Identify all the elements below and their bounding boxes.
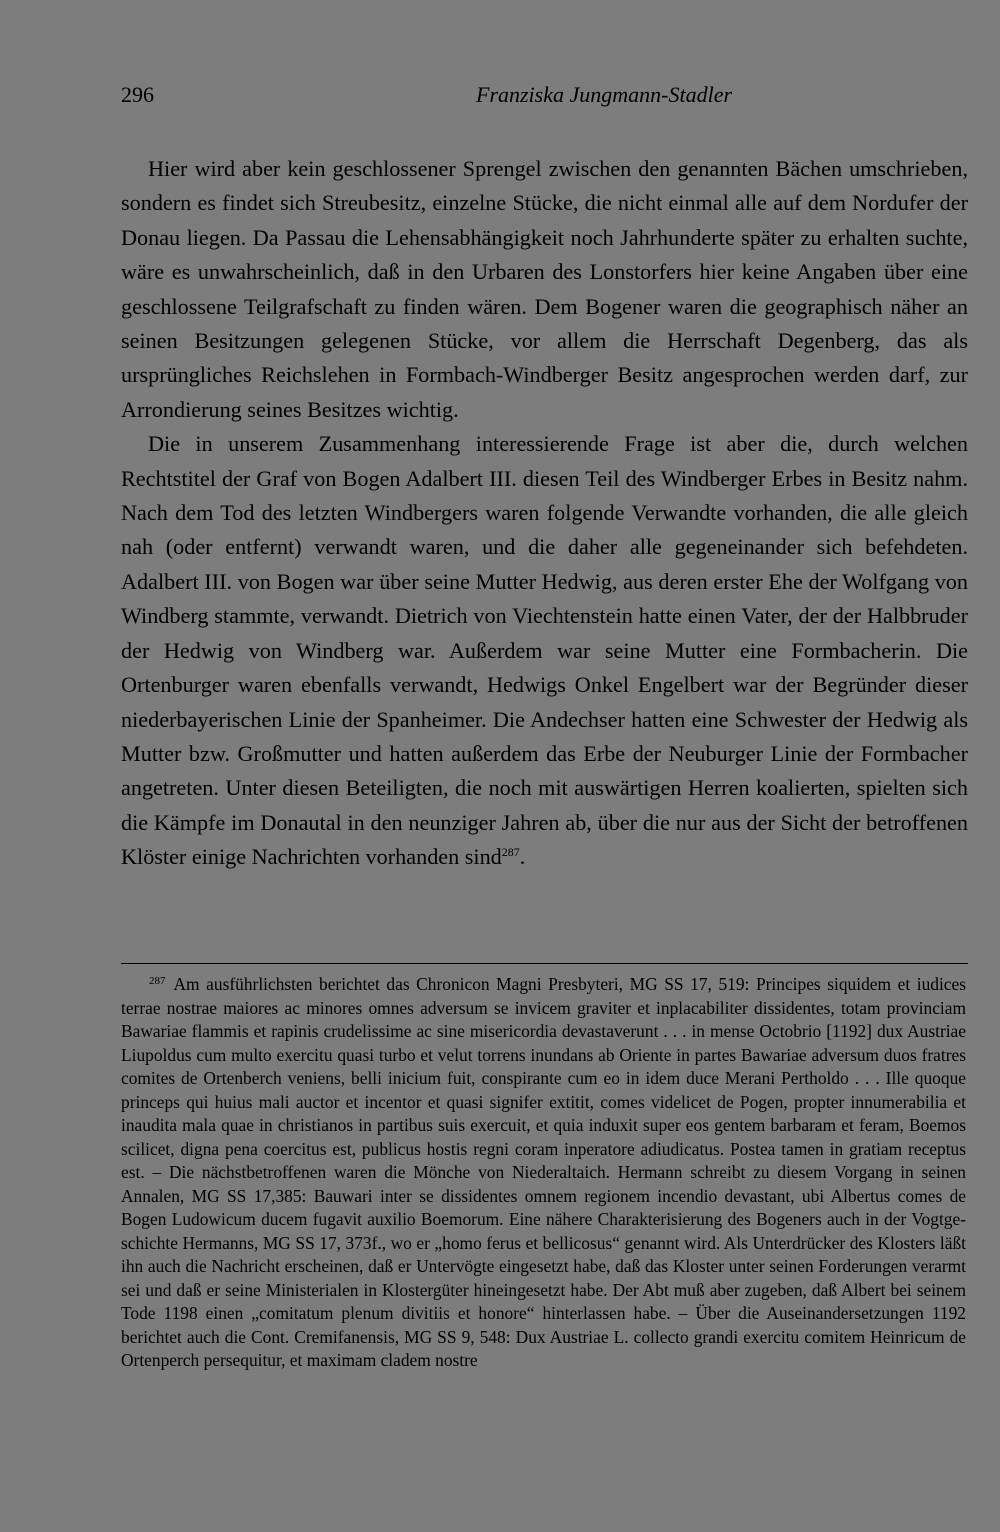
footnote-paragraph <box>121 973 966 1373</box>
footnote-divider <box>121 963 968 964</box>
body-text <box>121 152 968 875</box>
paragraph-2-text: Die in unserem Zusammenhang interessierende Frage ist aber die, durch welchen Rechtstitel der Graf von Bogen Adalbert III. diesen Teil des Windberger Erbes in Besitz nahm. Nach dem Tod des letzten Windbergers waren folgende Verwandte vorhanden, die alle gleich nah (oder entfernt) verwandt waren, und die daher alle gegeneinander sich befehdeten. Adalbert III. von Bogen war über seine Mutter Hedwig, aus deren erster Ehe der Wolfgang von Windberg stammte, verwandt. Dietrich von Viechtenstein hatte einen Vater, der der Halbbruder der Hedwig von Windberg war. Außerdem war seine Mutter eine Formbacherin. Die Ortenburger waren ebenfalls verwandt, Hedwigs Onkel Engelbert war der Begründer dieser niederbayerischen Linie der Spanheimer. Die Andechser hatten eine Schwester der Hedwig als Mutter bzw. Großmutter und hatten außerdem das Erbe der Neuburger Linie der Formbacher angetreten. Unter diesen Beteiligten, die noch mit auswärtigen Herren koalierten, spielten sich die Kämpfe im Donautal in den neunziger Jahren ab, über die nur aus der Sicht der betroffenen Klöster einige Nachrichten vorhanden sind <box>121 431 968 870</box>
footnote <box>121 973 966 1373</box>
page-number: 296 <box>121 82 154 107</box>
running-title: Franziska Jungmann-Stadler <box>476 82 733 107</box>
paragraph-1: Hier wird aber kein geschlossener Sprengel zwischen den genannten Bächen umschrieben, sondern es findet sich Streubesitz, einzelne Stücke, die nicht einmal alle auf dem Nordufer der Donau liegen. Da Passau die Lehensabhängigkeit noch Jahrhunderte später zu erhalten suchte, wäre es unwahrscheinlich, daß in den Urbaren des Lonstorfers hier keine Angaben über eine geschlossene Teilgrafschaft zu finden wären. Dem Bogener waren die geographisch näher an seinen Besitzungen gelegenen Stücke, vor allem die Herrschaft Degenberg, das als ursprüngliches Reichslehen in Formbach-Windberger Besitz angesprochen werden darf, zur Arrondierung seines Besitzes wichtig. <box>121 156 968 422</box>
footnote-text: Am ausführlichsten berichtet das Chronicon Magni Presbyteri, MG SS 17, 519: Principes siquidem et iudices terrae nostrae maiores ac minores omnes adversum se invicem graviter et inplacabiliter dissidentes, totam provinciam Bawariae flammis et rapinis crudelissime ac sine misericordia devastaverunt . . . in mense Octobrio [1192] dux Austriae Liupoldus cum multo exercitu quasi turbo et velut torrens inundans ab Oriente in partes Bawariae adversum duos fratres comites de Ortenberch veniens, belli inicium fuit, conspirante cum eo in idem duce Merani Pertholdo . . . Ille quoque princeps qui huius mali auctor et incentor et quasi signifer extitit, comes videlicet de Pogen, propter innumerabilia et inaudita mala quae in christianos in partibus suis exercuit, et quia induxit super eos gentem barbaram et feram, Boemos scilicet, digna pena coercitus est, publicus hostis regni coram inperatore adiudicatus. Postea tamen in gratiam receptus est. – Die nächstbetroffenen waren die Mönche von Niederaltaich. Hermann schreibt zu diesem Vorgang in seinen Annalen, MG SS 17,385: Bauwari inter se dissidentes omnem regionem incendio devastant, ubi Albertus comes de Bogen Ludowicum ducem fugavit auxilio Boemorum. Eine nähere Charakterisierung des Bogeners auch in der Vogtgeschichte Hermanns, MG SS 17, 373f., wo er „homo ferus et bellicosus“ genannt wird. Als Unterdrücker des Klosters läßt ihn auch die Nachricht erscheinen, daß er Untervögte eingesetzt habe, daß das Kloster unter seinen Forderungen verarmt sei und daß er seine Ministerialen in Klostergüter hineingesetzt habe. Der Abt muß aber zugeben, daß Albert bei seinem Tode 1198 einen „comitatum plenum divitiis et honore“ hinterlassen habe. – Über die Auseinandersetzungen 1192 berichtet auch die Cont. Cremifanensis, MG SS 9, 548: Dux Austriae L. collecto grandi exercitu comitem Heinricum de Ortenperch persequitur, et maximam cladem nostre <box>121 974 966 1370</box>
footnote-reference[interactable]: 287 <box>501 845 520 860</box>
running-header <box>121 82 966 112</box>
paragraph-2 <box>121 427 968 874</box>
footnote-number: 287 <box>149 975 166 987</box>
paragraph-2-end: . <box>519 844 526 870</box>
